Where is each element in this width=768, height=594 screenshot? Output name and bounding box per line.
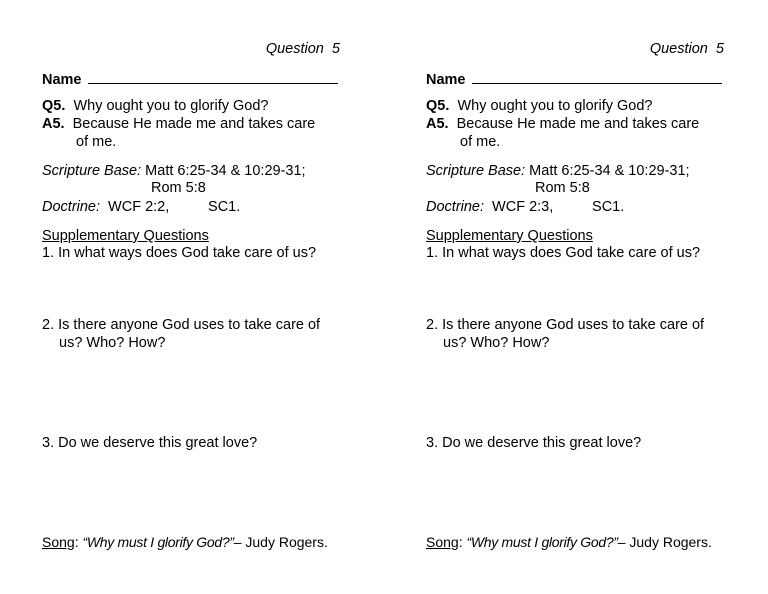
q-label: Q5. — [42, 98, 66, 114]
q-text: Why ought you to glorify God? — [457, 98, 653, 114]
scripture-text-1: Matt 6:25-34 & 10:29-31; — [145, 163, 306, 179]
answer-line-2: of me. — [76, 134, 117, 150]
supplementary-question-3: 3. Do we deserve this great love? — [42, 435, 258, 451]
name-label: Name — [42, 72, 82, 88]
a-label: A5. — [426, 116, 449, 132]
name-field — [42, 69, 338, 90]
supplementary-question-3: 3. Do we deserve this great love? — [426, 435, 642, 451]
answer-line-2: of me. — [460, 134, 501, 150]
a-text-1: Because He made me and takes care — [456, 116, 700, 132]
song-colon: : — [74, 534, 79, 550]
scripture-label: Scripture Base: — [426, 163, 526, 179]
doctrine-label: Doctrine: — [426, 199, 485, 215]
song-line — [42, 534, 328, 552]
doctrine-wcf: WCF 2:2, — [108, 199, 170, 215]
supplementary-question-1: 1. In what ways does God take care of us? — [426, 245, 701, 261]
doctrine — [426, 199, 624, 217]
supplementary-question-2: 2. Is there anyone God uses to take care of — [426, 317, 705, 333]
q-text: Why ought you to glorify God? — [73, 98, 269, 114]
song-label: Song — [42, 534, 75, 550]
song-title: “Why must I glorify God?” — [466, 534, 618, 550]
question-label: Question — [649, 41, 708, 57]
scripture-base — [42, 163, 306, 181]
supplementary-question-2-cont: us? Who? How? — [443, 335, 550, 351]
question-line — [426, 98, 653, 116]
doctrine-sc: SC1. — [208, 199, 241, 215]
name-blank-line — [472, 69, 722, 84]
question-number-heading — [266, 41, 340, 59]
supplementary-question-1: 1. In what ways does God take care of us? — [42, 245, 317, 261]
song-colon: : — [458, 534, 463, 550]
a-text-1: Because He made me and takes care — [72, 116, 316, 132]
question-number: 5 — [715, 41, 724, 57]
question-number: 5 — [331, 41, 340, 57]
song-author: – Judy Rogers. — [233, 534, 328, 550]
supplementary-question-2-cont: us? Who? How? — [59, 335, 166, 351]
catechism-card-left — [42, 0, 342, 594]
doctrine-wcf: WCF 2:3, — [492, 199, 554, 215]
scripture-text-2: Rom 5:8 — [151, 180, 206, 196]
doctrine — [42, 199, 240, 217]
supplementary-heading: Supplementary Questions — [426, 228, 593, 244]
supplementary-question-2: 2. Is there anyone God uses to take care of — [42, 317, 321, 333]
answer-line-1 — [426, 116, 699, 134]
a-label: A5. — [42, 116, 65, 132]
q-label: Q5. — [426, 98, 450, 114]
song-label: Song — [426, 534, 459, 550]
scripture-text-1: Matt 6:25-34 & 10:29-31; — [529, 163, 690, 179]
question-line — [42, 98, 269, 116]
catechism-card-right — [426, 0, 726, 594]
supplementary-heading: Supplementary Questions — [42, 228, 209, 244]
doctrine-label: Doctrine: — [42, 199, 101, 215]
scripture-label: Scripture Base: — [42, 163, 142, 179]
answer-line-1 — [42, 116, 315, 134]
name-label: Name — [426, 72, 466, 88]
song-title: “Why must I glorify God?” — [82, 534, 234, 550]
song-line — [426, 534, 712, 552]
scripture-base — [426, 163, 690, 181]
question-number-heading — [650, 41, 724, 59]
name-blank-line — [88, 69, 338, 84]
question-label: Question — [265, 41, 324, 57]
doctrine-sc: SC1. — [592, 199, 625, 215]
name-field — [426, 69, 722, 90]
song-author: – Judy Rogers. — [617, 534, 712, 550]
scripture-text-2: Rom 5:8 — [535, 180, 590, 196]
